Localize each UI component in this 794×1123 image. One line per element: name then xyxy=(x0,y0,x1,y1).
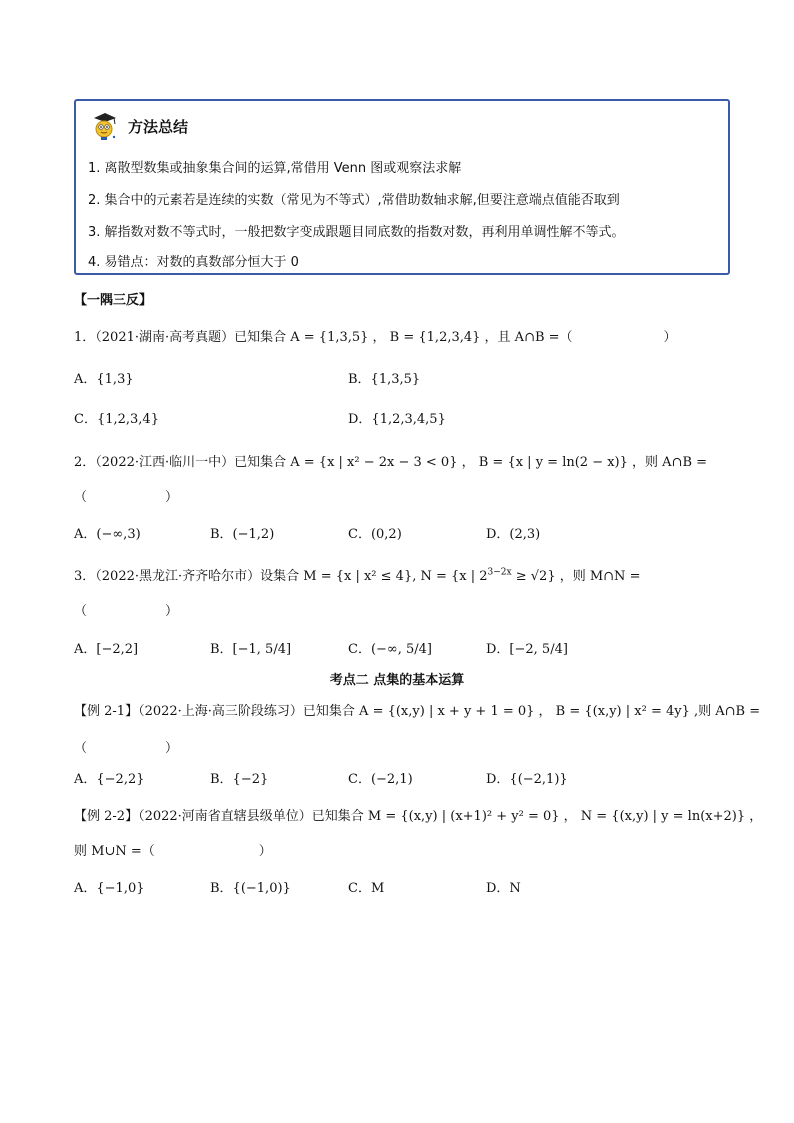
question-3-option-d: D．[−2, 5/4] xyxy=(486,642,568,657)
question-1-option-b: B．{1,3,5} xyxy=(348,372,421,387)
method-summary-box xyxy=(74,99,730,275)
example-2-1-stem: 【例 2-1】（2022·上海·高三阶段练习）已知集合 A = {(x,y) | x + y + 1 = 0} ， B = {(x,y) | x² = 4y} ,则 A∩B = xyxy=(74,704,761,719)
example-2-1-option-a: A．{−2,2} xyxy=(74,772,145,787)
question-2-option-d: D．(2,3) xyxy=(486,527,541,542)
summary-title: 方法总结 xyxy=(128,118,189,136)
summary-item: 3. 解指数对数不等式时，一般把数字变成跟题目同底数的指数对数，再利用单调性解不等式。 xyxy=(88,225,625,240)
question-2-answer-paren: （ ） xyxy=(74,490,179,505)
question-3-stem-part2: ≥ √2} ，则 M∩N = xyxy=(511,569,641,584)
example-2-2-stem-line2: 则 M∪N =（ ） xyxy=(74,844,272,859)
question-3-option-c: C．(−∞, 5/4] xyxy=(348,642,432,657)
question-3-option-a: A．[−2,2] xyxy=(74,642,139,657)
example-2-1-answer-paren: （ ） xyxy=(74,741,179,756)
question-3-stem xyxy=(74,565,640,584)
example-2-1-option-b: B．{−2} xyxy=(210,772,269,787)
example-2-2-option-b: B．{(−1,0)} xyxy=(210,881,291,896)
section-heading-point-sets: 考点二 点集的基本运算 xyxy=(329,673,465,688)
question-3-exponent: 3−2x xyxy=(487,567,512,578)
question-1-stem: 1．（2021·湖南·高考真题）已知集合 A = {1,3,5} ， B = {1,2,3,4} ，且 A∩B =（ ） xyxy=(74,330,677,345)
question-1-option-a: A．{1,3} xyxy=(74,372,134,387)
summary-item: 4. 易错点：对数的真数部分恒大于 0 xyxy=(88,255,299,270)
question-2-stem: 2．（2022·江西·临川一中）已知集合 A = {x | x² − 2x − 3 < 0} ， B = {x | y = ln(2 − x)} ，则 A∩B = xyxy=(74,455,708,470)
example-2-1-option-c: C．(−2,1) xyxy=(348,772,413,787)
practice-label: 【一隅三反】 xyxy=(74,293,153,308)
summary-item: 2. 集合中的元素若是连续的实数（常见为不等式）,常借助数轴求解,但要注意端点值能否取到 xyxy=(88,193,620,208)
summary-item: 1. 离散型数集或抽象集合间的运算,常借用 Venn 图或观察法求解 xyxy=(88,161,462,176)
example-2-2-stem: 【例 2-2】（2022·河南省直辖县级单位）已知集合 M = {(x,y) | (x+1)² + y² = 0} ， N = {(x,y) | y = ln(x+2)} ， xyxy=(74,809,763,824)
question-3-stem-part1: 3．（2022·黑龙江·齐齐哈尔市）设集合 M = {x | x² ≤ 4}, N = {x | 2 xyxy=(74,569,488,584)
example-2-2-option-d: D．N xyxy=(486,881,521,896)
question-2-option-c: C．(0,2) xyxy=(348,527,402,542)
example-2-2-option-a: A．{−1,0} xyxy=(74,881,145,896)
question-3-option-b: B．[−1, 5/4] xyxy=(210,642,292,657)
question-3-answer-paren: （ ） xyxy=(74,604,179,619)
question-1-option-d: D．{1,2,3,4,5} xyxy=(348,412,446,427)
question-2-option-b: B．(−1,2) xyxy=(210,527,275,542)
example-2-1-option-d: D．{(−2,1)} xyxy=(486,772,568,787)
question-2-option-a: A．(−∞,3) xyxy=(74,527,141,542)
scholar-mascot-icon xyxy=(88,111,120,143)
example-2-2-option-c: C．M xyxy=(348,881,385,896)
question-1-option-c: C．{1,2,3,4} xyxy=(74,412,159,427)
